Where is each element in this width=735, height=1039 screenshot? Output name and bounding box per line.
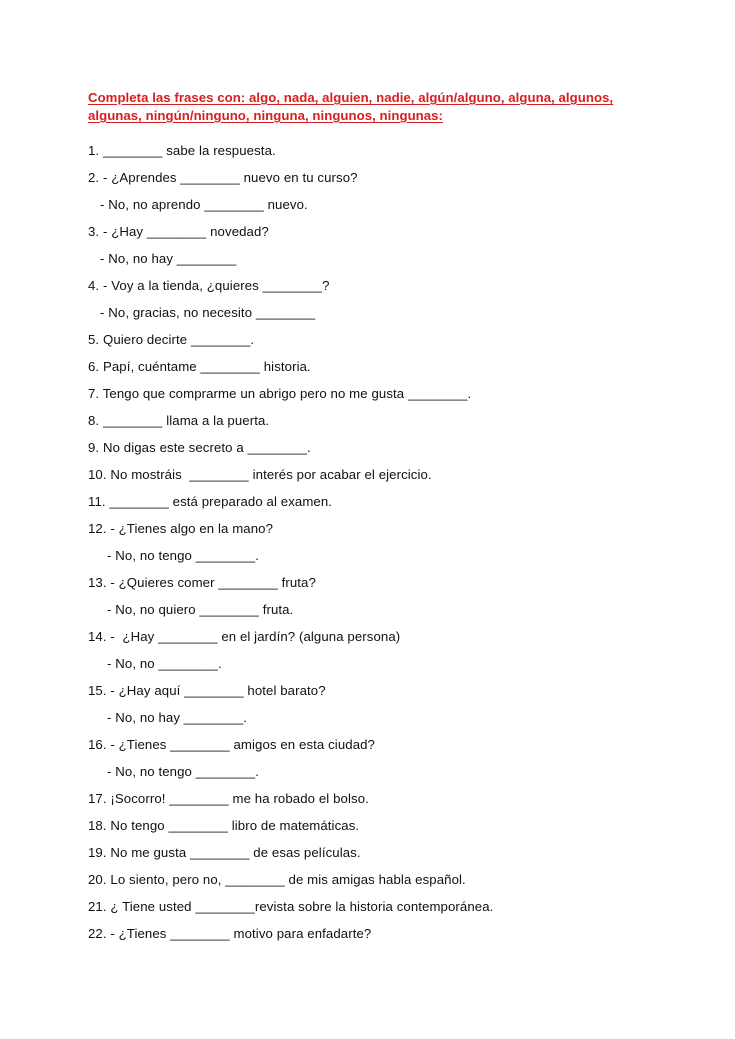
exercise-line: 2. - ¿Aprendes ________ nuevo en tu curso? [88,170,358,185]
exercise-line: 5. Quiero decirte ________. [88,332,255,347]
answer-line: - No, no hay ________. [107,710,248,725]
exercise-line: 9. No digas este secreto a ________. [88,440,311,455]
answer-line: - No, no quiero ________ fruta. [107,602,294,617]
instruction-heading [88,89,628,125]
exercise-line: 8. ________ llama a la puerta. [88,413,270,428]
answer-line: - No, gracias, no necesito ________ [100,305,316,320]
exercise-line: 10. No mostráis ________ interés por acabar el ejercicio. [88,467,432,482]
exercise-line: 13. - ¿Quieres comer ________ fruta? [88,575,316,590]
exercise-line: 21. ¿ Tiene usted ________revista sobre la historia contemporánea. [88,899,494,914]
answer-line: - No, no aprendo ________ nuevo. [100,197,308,212]
exercise-line: 22. - ¿Tienes ________ motivo para enfadarte? [88,926,372,941]
exercise-line: 14. - ¿Hay ________ en el jardín? (alguna persona) [88,629,401,644]
exercise-line: 1. ________ sabe la respuesta. [88,143,276,158]
exercise-line: 11. ________ está preparado al examen. [88,494,333,509]
exercise-line: 19. No me gusta ________ de esas películas. [88,845,361,860]
exercise-line: 3. - ¿Hay ________ novedad? [88,224,269,239]
exercise-line: 15. - ¿Hay aquí ________ hotel barato? [88,683,326,698]
exercise-line: 7. Tengo que comprarme un abrigo pero no me gusta ________. [88,386,472,401]
instruction-line-1: Completa las frases con: algo, nada, alguien, nadie, algún/alguno, alguna, algunos, [88,90,614,105]
answer-line: - No, no tengo ________. [107,764,259,779]
exercise-line: 20. Lo siento, pero no, ________ de mis amigas habla español. [88,872,466,887]
exercise-list [88,142,688,952]
exercise-line: 16. - ¿Tienes ________ amigos en esta ciudad? [88,737,375,752]
exercise-line: 17. ¡Socorro! ________ me ha robado el bolso. [88,791,369,806]
exercise-line: 4. - Voy a la tienda, ¿quieres ________? [88,278,330,293]
exercise-line: 12. - ¿Tienes algo en la mano? [88,521,274,536]
answer-line: - No, no tengo ________. [107,548,259,563]
answer-line: - No, no hay ________ [100,251,237,266]
exercise-line: 6. Papí, cuéntame ________ historia. [88,359,311,374]
instruction-line-2: algunas, ningún/ninguno, ninguna, ningunos, ningunas: [88,108,444,123]
answer-line: - No, no ________. [107,656,222,671]
exercise-line: 18. No tengo ________ libro de matemáticas. [88,818,360,833]
